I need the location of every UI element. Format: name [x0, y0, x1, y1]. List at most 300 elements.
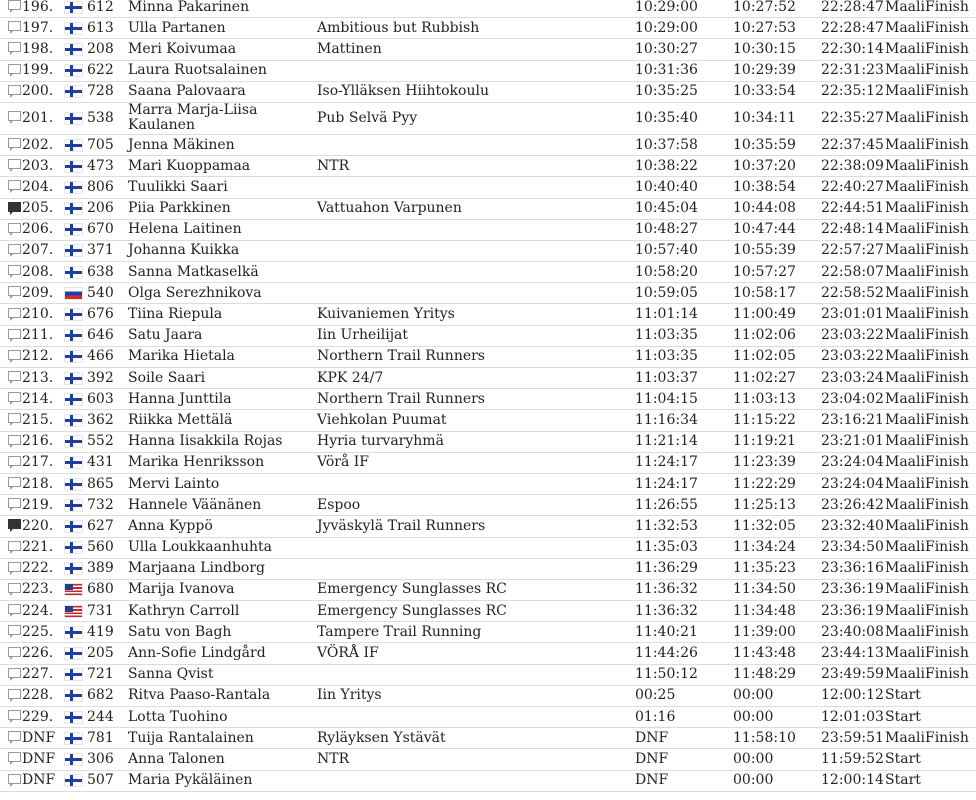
runner-name-cell[interactable]: Riikka Mettälä — [128, 411, 233, 428]
fi-flag-icon — [65, 267, 82, 278]
comment-cell[interactable] — [8, 220, 22, 240]
time-cell: 11:02:05 — [733, 348, 796, 365]
runner-name-cell[interactable]: Hanna Iisakkila Rojas — [128, 433, 283, 450]
runner-name-cell[interactable]: Kathryn Carroll — [128, 602, 240, 619]
comment-cell[interactable] — [8, 622, 22, 642]
time-cell: 10:48:27 — [635, 221, 698, 238]
runner-name-cell[interactable]: Satu Jaara — [128, 327, 203, 344]
comment-icon[interactable] — [8, 562, 21, 572]
bib-number-cell: 389 — [87, 560, 114, 577]
runner-name-cell[interactable]: Anna Kyppö — [128, 517, 213, 534]
table-row — [0, 643, 976, 664]
bib-number-cell: 466 — [87, 348, 114, 365]
position-cell: 218. — [22, 475, 54, 492]
runner-name-cell[interactable]: Maria Pykäläinen — [128, 772, 253, 789]
table-row — [0, 516, 976, 537]
table-row — [0, 749, 976, 770]
status-cell: MaaliFinish — [885, 623, 969, 640]
comment-cell[interactable] — [8, 0, 22, 17]
runner-name-cell[interactable]: Marjaana Lindborg — [128, 560, 266, 577]
bib-number-cell: 507 — [87, 772, 114, 789]
comment-icon[interactable] — [8, 265, 21, 275]
position-cell: 196. — [22, 0, 54, 15]
status-cell: MaaliFinish — [885, 369, 969, 386]
comment-cell[interactable] — [8, 135, 22, 155]
flag-cell — [65, 368, 83, 388]
time-cell: 10:35:59 — [733, 136, 796, 153]
table-row — [0, 559, 976, 580]
bib-number-cell: 731 — [87, 602, 114, 619]
fi-flag-icon — [65, 563, 82, 574]
status-cell: MaaliFinish — [885, 496, 969, 513]
runner-name-cell[interactable]: Marra Marja-Liisa Kaulanen — [128, 102, 258, 134]
comment-icon[interactable] — [8, 689, 21, 699]
time-of-day-cell: 23:34:50 — [821, 539, 884, 556]
time-cell: 11:19:21 — [733, 433, 796, 450]
time-of-day-cell: 23:32:40 — [821, 517, 884, 534]
runner-name-cell[interactable]: Tiina Riepula — [128, 306, 223, 323]
time-cell: 11:03:35 — [635, 348, 698, 365]
time-cell: 10:40:40 — [635, 178, 698, 195]
runner-name-cell[interactable]: Marika Henriksson — [128, 454, 265, 471]
table-row — [0, 728, 976, 749]
time-of-day-cell: 23:21:01 — [821, 433, 884, 450]
comment-cell[interactable] — [8, 538, 22, 558]
time-cell: 11:34:24 — [733, 539, 796, 556]
runner-name-cell[interactable]: Sanna Qvist — [128, 666, 214, 683]
time-cell: 11:26:55 — [635, 496, 698, 513]
status-cell: MaaliFinish — [885, 517, 969, 534]
bib-number-cell: 603 — [87, 390, 114, 407]
time-cell: 11:16:34 — [635, 411, 698, 428]
status-cell: MaaliFinish — [885, 411, 969, 428]
flag-cell — [65, 326, 83, 346]
comment-cell[interactable] — [8, 686, 22, 706]
comment-cell[interactable] — [8, 771, 22, 791]
comment-cell[interactable] — [8, 474, 22, 494]
position-cell: DNF — [22, 750, 56, 767]
runner-name-cell[interactable]: Laura Ruotsalainen — [128, 62, 267, 79]
status-cell: MaaliFinish — [885, 263, 969, 280]
comment-icon[interactable] — [8, 668, 21, 678]
fi-flag-icon — [65, 627, 82, 638]
runner-name-cell[interactable]: Soile Saari — [128, 369, 206, 386]
comment-icon[interactable] — [8, 731, 21, 741]
runner-name-cell[interactable]: Helena Laitinen — [128, 221, 242, 238]
time-cell: 11:48:29 — [733, 666, 796, 683]
time-of-day-cell: 23:24:04 — [821, 475, 884, 492]
runner-name-cell[interactable]: Marija Ivanova — [128, 581, 235, 598]
position-cell: 201. — [22, 109, 54, 126]
comment-icon[interactable] — [8, 138, 21, 148]
position-cell: 214. — [22, 390, 54, 407]
comment-icon[interactable] — [8, 0, 21, 10]
bib-number-cell: 208 — [87, 40, 114, 57]
time-cell: 10:57:40 — [635, 242, 698, 259]
runner-name-cell[interactable]: Sanna Matkaselkä — [128, 263, 259, 280]
runner-name-cell[interactable]: Johanna Kuikka — [128, 242, 240, 259]
time-cell: DNF — [635, 729, 669, 746]
table-row — [0, 410, 976, 431]
time-of-day-cell: 23:03:22 — [821, 327, 884, 344]
club-cell: KPK 24/7 — [317, 369, 384, 386]
bib-number-cell: 682 — [87, 687, 114, 704]
time-of-day-cell: 23:04:02 — [821, 390, 884, 407]
time-of-day-cell: 23:36:16 — [821, 560, 884, 577]
status-cell: MaaliFinish — [885, 62, 969, 79]
table-row — [0, 432, 976, 453]
us-flag-icon — [65, 606, 82, 617]
table-row — [0, 580, 976, 601]
runner-name-cell[interactable]: Tuija Rantalainen — [128, 729, 254, 746]
club-cell: Espoo — [317, 496, 361, 513]
position-cell: 213. — [22, 369, 54, 386]
flag-cell — [65, 389, 83, 409]
status-cell: MaaliFinish — [885, 109, 969, 126]
time-of-day-cell: 23:16:21 — [821, 411, 884, 428]
club-cell: Iin Urheilijat — [317, 327, 409, 344]
runner-name-cell[interactable]: Tuulikki Saari — [128, 178, 228, 195]
flag-cell — [65, 220, 83, 240]
time-of-day-cell: 23:26:42 — [821, 496, 884, 513]
status-cell: MaaliFinish — [885, 284, 969, 301]
runner-name-cell[interactable]: Ritva Paaso-Rantala — [128, 687, 271, 704]
time-cell: 11:21:14 — [635, 433, 698, 450]
comment-icon[interactable] — [8, 350, 21, 360]
club-cell: Emergency Sunglasses RC — [317, 581, 507, 598]
time-cell: 11:36:29 — [635, 560, 698, 577]
position-cell: DNF — [22, 772, 56, 789]
time-cell: 11:02:27 — [733, 369, 796, 386]
comment-cell[interactable] — [8, 103, 22, 134]
runner-name-cell[interactable]: Lotta Tuohino — [128, 708, 228, 725]
comment-icon[interactable] — [8, 456, 21, 466]
time-cell: 10:35:40 — [635, 109, 698, 126]
comment-cell[interactable] — [8, 707, 22, 727]
club-cell: Iin Yritys — [317, 687, 382, 704]
time-cell: 11:23:39 — [733, 454, 796, 471]
bib-number-cell: 646 — [87, 327, 114, 344]
comment-cell[interactable] — [8, 410, 22, 430]
comment-icon[interactable] — [8, 329, 21, 339]
bib-number-cell: 721 — [87, 666, 114, 683]
time-of-day-cell: 23:36:19 — [821, 602, 884, 619]
club-cell: Jyväskylä Trail Runners — [317, 517, 486, 534]
status-cell: Start — [885, 708, 921, 725]
club-cell: Kuivaniemen Yritys — [317, 306, 455, 323]
time-cell: 10:59:05 — [635, 284, 698, 301]
table-row — [0, 0, 976, 18]
comment-icon[interactable] — [8, 774, 21, 784]
bib-number-cell: 540 — [87, 284, 114, 301]
comment-icon[interactable] — [8, 21, 21, 31]
comment-icon[interactable] — [8, 647, 21, 657]
comment-icon[interactable] — [8, 85, 21, 95]
fi-flag-icon — [65, 330, 82, 341]
position-cell: 209. — [22, 284, 54, 301]
status-cell: MaaliFinish — [885, 200, 969, 217]
flag-cell — [65, 39, 83, 59]
status-cell: MaaliFinish — [885, 560, 969, 577]
table-row — [0, 347, 976, 368]
comment-icon[interactable] — [8, 477, 21, 487]
comment-cell[interactable] — [8, 82, 22, 102]
runner-name-cell[interactable]: Meri Koivumaa — [128, 40, 237, 57]
comment-cell[interactable] — [8, 304, 22, 324]
table-row — [0, 135, 976, 156]
runner-name-cell[interactable]: Saana Palovaara — [128, 83, 246, 100]
flag-cell — [65, 538, 83, 558]
time-cell: 11:25:13 — [733, 496, 796, 513]
time-of-day-cell: 23:36:19 — [821, 581, 884, 598]
club-cell: Vattuahon Varpunen — [317, 200, 462, 217]
runner-name-cell[interactable]: Mari Kuoppamaa — [128, 157, 251, 174]
time-cell: 10:31:36 — [635, 62, 698, 79]
comment-cell[interactable] — [8, 643, 22, 663]
status-cell: MaaliFinish — [885, 136, 969, 153]
table-row — [0, 283, 976, 304]
flag-cell — [65, 665, 83, 685]
comment-cell[interactable] — [8, 749, 22, 769]
comment-icon[interactable] — [8, 498, 21, 508]
time-of-day-cell: 23:44:13 — [821, 645, 884, 662]
position-cell: 204. — [22, 178, 54, 195]
comment-cell[interactable] — [8, 728, 22, 748]
runner-name-cell[interactable]: Marika Hietala — [128, 348, 235, 365]
time-cell: 10:37:58 — [635, 136, 698, 153]
status-cell: MaaliFinish — [885, 390, 969, 407]
flag-cell — [65, 177, 83, 197]
position-cell: 228. — [22, 687, 54, 704]
fi-flag-icon — [65, 521, 82, 532]
time-of-day-cell: 22:30:14 — [821, 40, 884, 57]
runner-name-cell[interactable]: Mervi Lainto — [128, 475, 220, 492]
runner-name-cell[interactable]: Hannele Väänänen — [128, 496, 262, 513]
table-row — [0, 18, 976, 39]
fi-flag-icon — [65, 457, 82, 468]
position-cell: 206. — [22, 221, 54, 238]
comment-cell[interactable] — [8, 262, 22, 282]
comment-cell[interactable] — [8, 516, 22, 536]
time-cell: 11:03:37 — [635, 369, 698, 386]
time-cell: 11:44:26 — [635, 645, 698, 662]
flag-cell — [65, 18, 83, 38]
table-row — [0, 474, 976, 495]
runner-name-cell[interactable]: Ann-Sofie Lindgård — [128, 645, 266, 662]
time-of-day-cell: 23:59:51 — [821, 729, 884, 746]
flag-cell — [65, 749, 83, 769]
flag-cell — [65, 601, 83, 621]
comment-icon[interactable] — [8, 111, 21, 121]
comment-cell[interactable] — [8, 432, 22, 452]
comment-cell[interactable] — [8, 283, 22, 303]
status-cell: Start — [885, 772, 921, 789]
comment-icon[interactable] — [8, 392, 21, 402]
time-cell: 10:58:17 — [733, 284, 796, 301]
comment-cell[interactable] — [8, 199, 22, 219]
club-cell: VÖRÅ IF — [317, 645, 379, 662]
runner-name-cell[interactable]: Ulla Loukkaanhuhta — [128, 539, 272, 556]
flag-cell — [65, 707, 83, 727]
bib-number-cell: 612 — [87, 0, 114, 15]
time-of-day-cell: 22:28:47 — [821, 19, 884, 36]
flag-cell — [65, 283, 83, 303]
position-cell: 203. — [22, 157, 54, 174]
bib-number-cell: 205 — [87, 645, 114, 662]
time-cell: 11:01:14 — [635, 306, 698, 323]
time-cell: 00:00 — [733, 687, 774, 704]
time-cell: 10:44:08 — [733, 200, 796, 217]
status-cell: MaaliFinish — [885, 666, 969, 683]
time-cell: 10:29:00 — [635, 0, 698, 15]
ru-flag-icon — [65, 288, 82, 299]
fi-flag-icon — [65, 436, 82, 447]
comment-icon[interactable] — [8, 159, 21, 169]
comment-icon[interactable] — [8, 604, 21, 614]
time-of-day-cell: 22:57:27 — [821, 242, 884, 259]
time-cell: 10:29:39 — [733, 62, 796, 79]
comment-cell[interactable] — [8, 18, 22, 38]
runner-name-cell[interactable]: Ulla Partanen — [128, 19, 226, 36]
fi-flag-icon — [65, 394, 82, 405]
comment-cell[interactable] — [8, 601, 22, 621]
bib-number-cell: 781 — [87, 729, 114, 746]
comment-cell[interactable] — [8, 495, 22, 515]
fi-flag-icon — [65, 775, 82, 786]
flag-cell — [65, 82, 83, 102]
comment-cell[interactable] — [8, 177, 22, 197]
runner-name-cell[interactable]: Satu von Bagh — [128, 623, 232, 640]
comment-cell[interactable] — [8, 326, 22, 346]
comment-icon[interactable] — [8, 519, 21, 529]
bib-number-cell: 306 — [87, 750, 114, 767]
position-cell: 219. — [22, 496, 54, 513]
club-cell: Ryläyksen Ystävät — [317, 729, 446, 746]
time-cell: 11:04:15 — [635, 390, 698, 407]
comment-icon[interactable] — [8, 202, 21, 212]
comment-cell[interactable] — [8, 453, 22, 473]
time-cell: 10:58:20 — [635, 263, 698, 280]
comment-cell[interactable] — [8, 580, 22, 600]
time-cell: 01:16 — [635, 708, 676, 725]
time-of-day-cell: 22:44:51 — [821, 200, 884, 217]
comment-icon[interactable] — [8, 710, 21, 720]
fi-flag-icon — [65, 669, 82, 680]
time-of-day-cell: 22:58:07 — [821, 263, 884, 280]
bib-number-cell: 638 — [87, 263, 114, 280]
comment-cell[interactable] — [8, 368, 22, 388]
bib-number-cell: 552 — [87, 433, 114, 450]
status-cell: MaaliFinish — [885, 19, 969, 36]
fi-flag-icon — [65, 733, 82, 744]
position-cell: 211. — [22, 327, 54, 344]
comment-icon[interactable] — [8, 223, 21, 233]
runner-name-cell[interactable]: Minna Pakarinen — [128, 0, 250, 15]
comment-cell[interactable] — [8, 559, 22, 579]
bib-number-cell: 560 — [87, 539, 114, 556]
comment-cell[interactable] — [8, 156, 22, 176]
us-flag-icon — [65, 584, 82, 595]
fi-flag-icon — [65, 224, 82, 235]
club-cell: Ambitious but Rubbish — [317, 19, 480, 36]
comment-icon[interactable] — [8, 413, 21, 423]
runner-name-cell[interactable]: Jenna Mäkinen — [128, 136, 235, 153]
status-cell: MaaliFinish — [885, 539, 969, 556]
fi-flag-icon — [65, 86, 82, 97]
comment-cell[interactable] — [8, 61, 22, 81]
time-of-day-cell: 22:31:23 — [821, 62, 884, 79]
comment-icon[interactable] — [8, 752, 21, 762]
comment-cell[interactable] — [8, 347, 22, 367]
comment-icon[interactable] — [8, 371, 21, 381]
table-row — [0, 199, 976, 220]
table-row — [0, 61, 976, 82]
comment-icon[interactable] — [8, 625, 21, 635]
fi-flag-icon — [65, 203, 82, 214]
status-cell: MaaliFinish — [885, 242, 969, 259]
comment-cell[interactable] — [8, 241, 22, 261]
bib-number-cell: 538 — [87, 109, 114, 126]
fi-flag-icon — [65, 113, 82, 124]
comment-icon[interactable] — [8, 435, 21, 445]
comment-cell[interactable] — [8, 665, 22, 685]
comment-icon[interactable] — [8, 42, 21, 52]
club-cell: Hyria turvaryhmä — [317, 433, 444, 450]
comment-icon[interactable] — [8, 244, 21, 254]
bib-number-cell: 865 — [87, 475, 114, 492]
table-row — [0, 389, 976, 410]
time-cell: 11:03:35 — [635, 327, 698, 344]
comment-icon[interactable] — [8, 583, 21, 593]
time-cell: 11:36:32 — [635, 581, 698, 598]
bib-number-cell: 431 — [87, 454, 114, 471]
comment-icon[interactable] — [8, 286, 21, 296]
status-cell: MaaliFinish — [885, 348, 969, 365]
status-cell: MaaliFinish — [885, 83, 969, 100]
flag-cell — [65, 199, 83, 219]
comment-icon[interactable] — [8, 541, 21, 551]
flag-cell — [65, 580, 83, 600]
table-row — [0, 453, 976, 474]
flag-cell — [65, 453, 83, 473]
flag-cell — [65, 516, 83, 536]
comment-icon[interactable] — [8, 180, 21, 190]
runner-name-cell[interactable]: Piia Parkkinen — [128, 200, 231, 217]
runner-name-cell[interactable]: Anna Talonen — [128, 750, 225, 767]
status-cell: MaaliFinish — [885, 0, 969, 15]
runner-name-cell[interactable]: Olga Serezhnikova — [128, 284, 262, 301]
comment-cell[interactable] — [8, 389, 22, 409]
club-cell: Northern Trail Runners — [317, 390, 485, 407]
comment-cell[interactable] — [8, 39, 22, 59]
time-cell: 10:27:53 — [733, 19, 796, 36]
bib-number-cell: 392 — [87, 369, 114, 386]
comment-icon[interactable] — [8, 308, 21, 318]
club-cell: Pub Selvä Pyy — [317, 109, 418, 126]
club-cell: Northern Trail Runners — [317, 348, 485, 365]
comment-icon[interactable] — [8, 64, 21, 74]
time-of-day-cell: 22:48:14 — [821, 221, 884, 238]
bib-number-cell: 676 — [87, 306, 114, 323]
time-cell: 10:55:39 — [733, 242, 796, 259]
bib-number-cell: 728 — [87, 83, 114, 100]
position-cell: 198. — [22, 40, 54, 57]
time-cell: 11:34:50 — [733, 581, 796, 598]
fi-flag-icon — [65, 245, 82, 256]
time-cell: 11:02:06 — [733, 327, 796, 344]
runner-name-cell[interactable]: Hanna Junttila — [128, 390, 232, 407]
flag-cell — [65, 347, 83, 367]
